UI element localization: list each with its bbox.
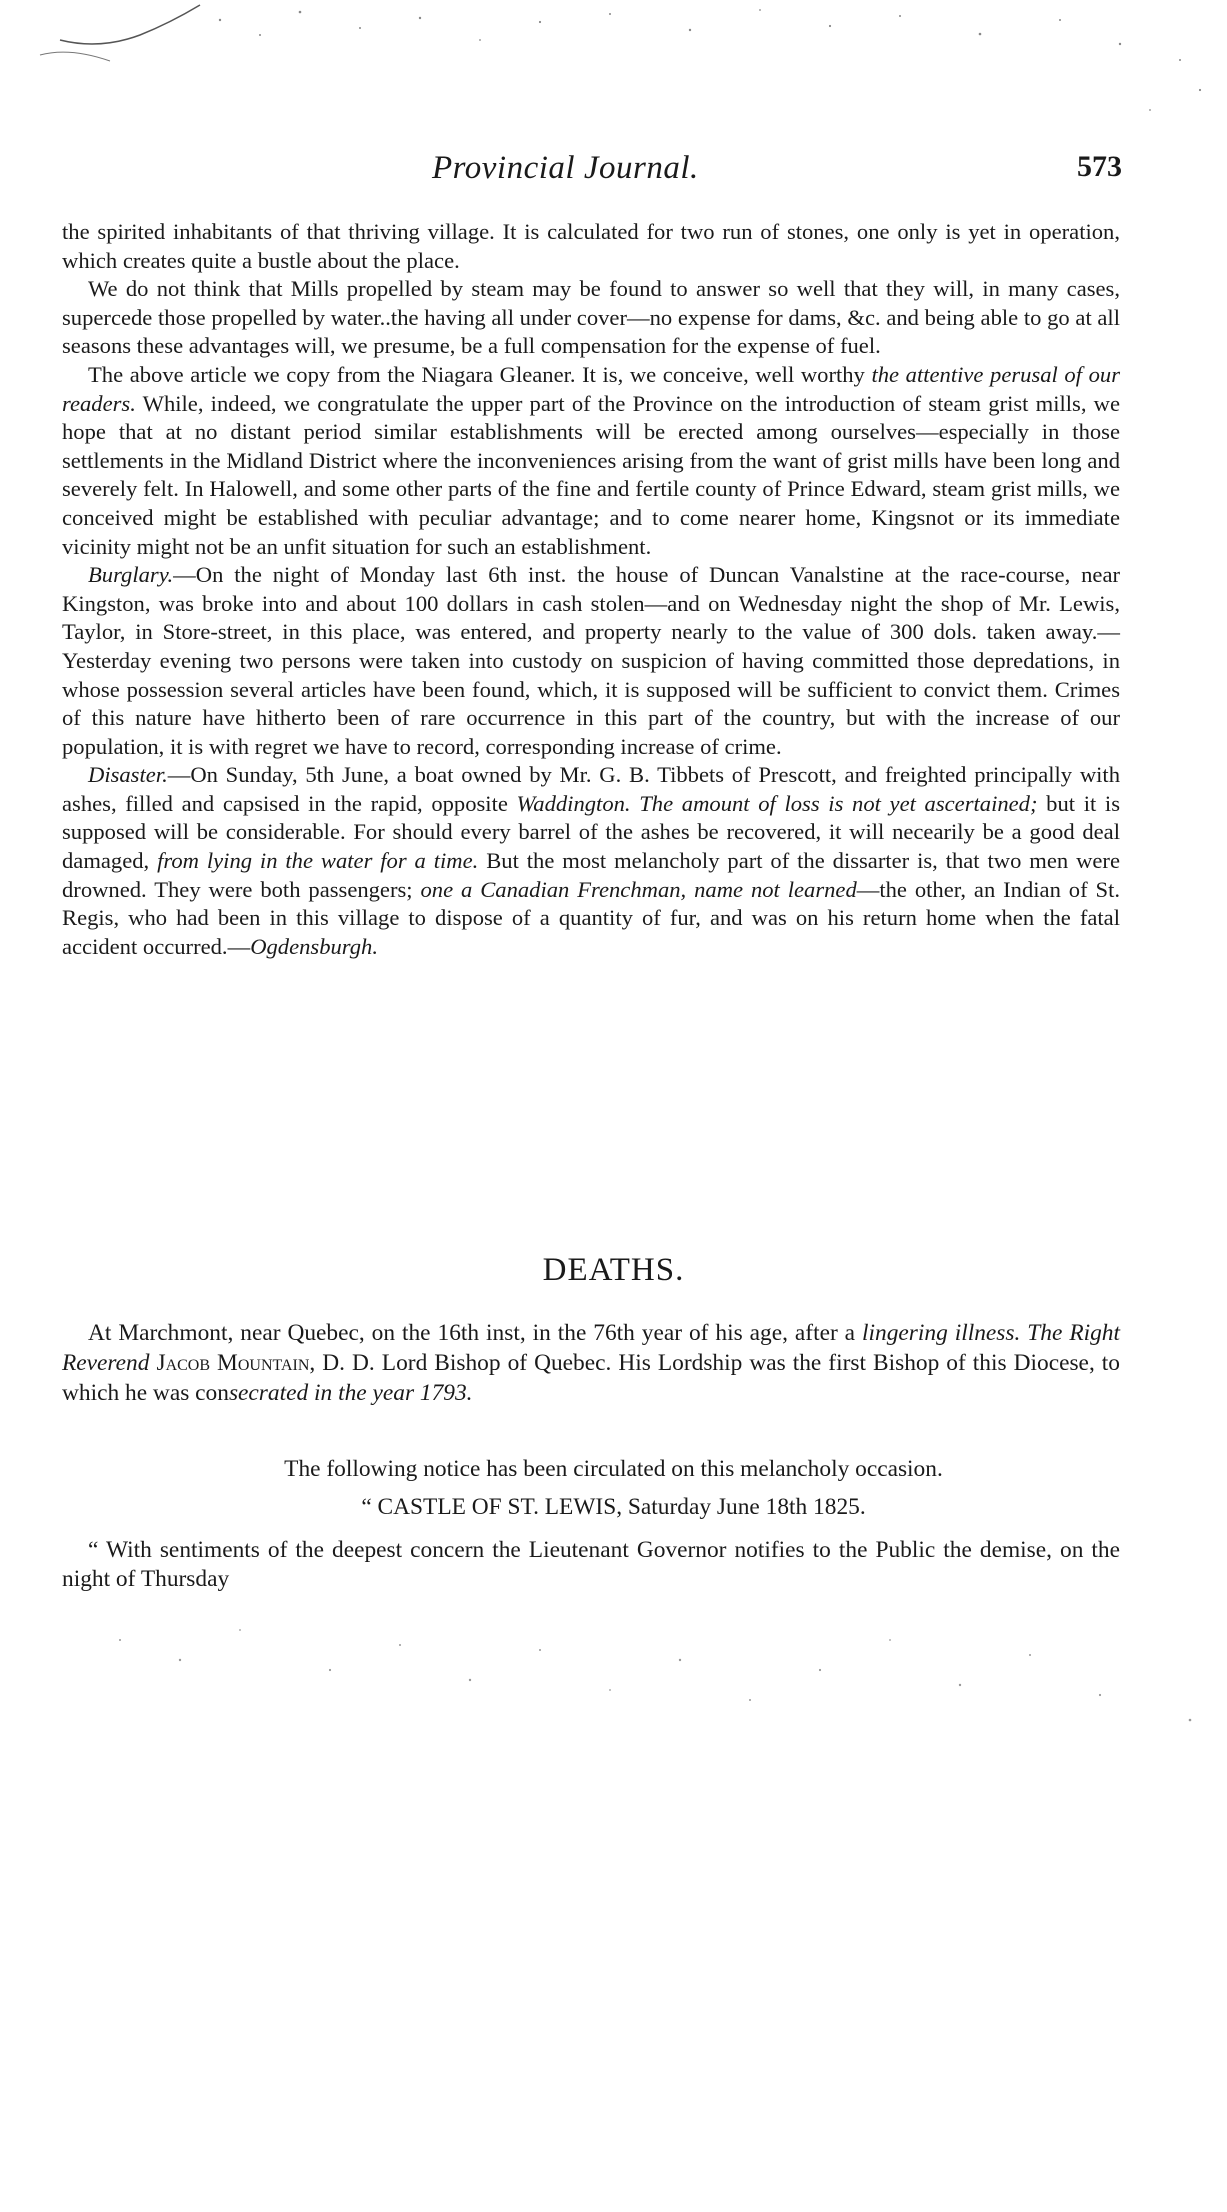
notice-intro: The following notice has been circulated on this melancholy occasion.	[284, 1456, 943, 1482]
disaster-text-italic-3: one a Canadian Frenchman, name not learned	[420, 876, 857, 902]
running-title: Provincial Journal.	[432, 150, 699, 186]
disaster-text-italic-2: from lying in the water for a time.	[157, 848, 479, 874]
paragraph-continuation	[62, 218, 1120, 275]
disaster-text-italic-1: Waddington. The amount of loss is not yet ascertained;	[516, 790, 1038, 816]
burglary-text: —On the night of Monday last 6th inst. the house of Duncan Vanalstine at the race-course, near Kingston, was broke into and about 100 dollars in cash stolen—and on Wednesday night the shop of Mr. Lewis, Taylor, in Store-street, in this place, was entered, and property nearly to the value of 300 dols. taken away.—Yesterday evening two persons were taken into custody on suspicion of having committed those depredations, in whose possession several articles have been found, which, it is supposed will be sufficient to convict them. Crimes of this nature have hitherto been of rare occurrence in this part of the country, but with the increase of our population, it is with regret we have to record, corresponding increase of crime.	[62, 562, 1120, 759]
scan-noise-top	[0, 0, 1227, 130]
notice-paragraph-text: “ With sentiments of the deepest concern the Lieutenant Governor notifies to the Public the demise, on the night of Thursday	[62, 1537, 1120, 1592]
deaths-heading: DEATHS.	[542, 1252, 685, 1288]
paragraph-burglary	[62, 561, 1120, 761]
paragraph-3-text-italic: the attentive perusal of our readers.	[62, 361, 1120, 416]
disaster-source: Ogdensburgh.	[250, 933, 379, 959]
disaster-text-c: but it is supposed will be considerable. For should every barrel of the ashes be recovered, it will necearily be a good deal damaged,	[62, 790, 1120, 874]
paragraph-3-text-a: The above article we copy from the Niagara Gleaner. It is, we conceive, well worthy	[88, 361, 872, 387]
death-entry-text-d: D. D. Lord Bishop of Quebec. His Lordship was the first Bishop of this Diocese, to which he was con	[62, 1350, 1120, 1406]
death-entry-text-italic: lingering illness. The Right Reverend	[62, 1320, 1120, 1376]
page-header	[62, 150, 1122, 200]
disaster-text-g: —the other, an Indian of St. Regis, who had been in this village to dispose of a quantity of fur, and was on his return home when the fatal accident occurred.—	[62, 876, 1120, 959]
page-number: 573	[1077, 150, 1122, 183]
scan-noise-bottom	[0, 1600, 1227, 1760]
deaths-entry	[62, 1318, 1120, 1408]
death-entry-name: Jacob Mountain,	[149, 1350, 316, 1376]
paragraph-niagara-gleaner	[62, 361, 1120, 561]
article-column	[62, 218, 1120, 961]
paragraph-2-text: We do not think that Mills propelled by steam may be found to answer so well that they will, in many cases, supercede those propelled by water..the having all under cover—no expense for dams, &c. and being able to go at all seasons these advantages will, we presume, be a full compensation for the expense of fuel.	[62, 276, 1120, 359]
burglary-label: Burglary.	[88, 562, 174, 588]
death-entry-text-a: At Marchmont, near Quebec, on the 16th inst, in the 76th year of his age, after a	[88, 1320, 863, 1346]
paragraph-1-text: the spirited inhabitants of that thriving village. It is calculated for two run of stones, one only is yet in operation, which creates quite a bustle about the place.	[62, 219, 1120, 273]
death-notice-paragraph	[62, 1318, 1120, 1408]
paragraph-disaster	[62, 761, 1120, 961]
death-entry-text-e: secrated in the year 1793.	[228, 1380, 473, 1406]
paragraph-steam-mills	[62, 275, 1120, 361]
castle-dateline: “ CASTLE OF ST. LEWIS, Saturday June 18th 1825.	[361, 1494, 866, 1520]
paragraph-3-text-c: While, indeed, we congratulate the upper part of the Province on the introduction of steam grist mills, we hope that at no distant period similar establishments will be erected among ourselves—especially in those settlements in the Midland District where the inconveniences arising from the want of grist mills have been long and severely felt. In Halowell, and some other parts of the fine and fertile county of Prince Edward, steam grist mills, we conceived might be established with peculiar advantage; and to come nearer home, Kingsnot or its immediate vicinity might not be an unfit situation for such an establishment.	[62, 390, 1120, 559]
notice-text	[62, 1536, 1120, 1594]
notice-paragraph	[62, 1536, 1120, 1594]
disaster-text-e: But the most melancholy part of the dissarter is, that two men were drowned. They were both passengers;	[62, 848, 1120, 902]
disaster-text-a: —On Sunday, 5th June, a boat owned by Mr. G. B. Tibbets of Prescott, and freighted principally with ashes, filled and capsised in the rapid, opposite	[62, 762, 1120, 816]
disaster-label: Disaster.	[88, 762, 168, 788]
